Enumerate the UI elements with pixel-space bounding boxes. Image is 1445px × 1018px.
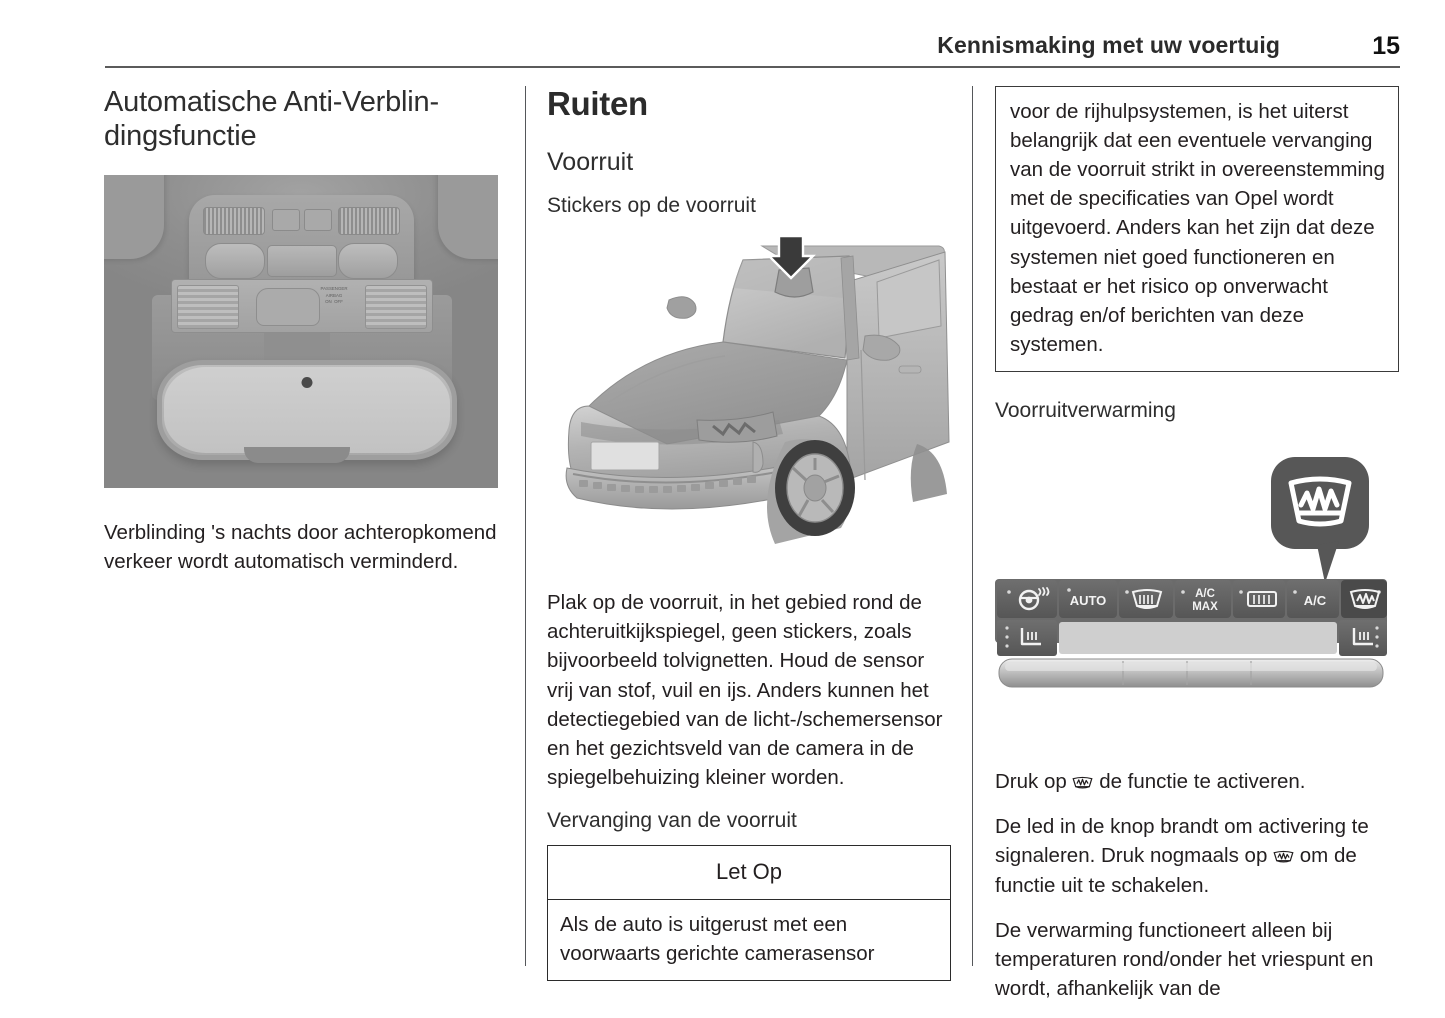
middle-paragraph: Plak op de voorruit, in het gebied rond de achteruitkijkspiegel, geen stickers, zoals bijvoorbeeld tolvignetten. Houd de sensor vrij van stof, vuil en ijs. Anders kunnen het detectiegebied van de licht-/schemersensor en het gezichtsveld van de camera in de spiegelbehuizing kleiner worden. bbox=[547, 591, 943, 789]
right-column bbox=[995, 86, 1399, 1003]
right-paragraph-1-after: de functie te activeren. bbox=[1099, 770, 1306, 794]
mirror-base bbox=[244, 447, 350, 463]
ac-max-label-2: MAX bbox=[1192, 601, 1218, 614]
console-small-button-2 bbox=[304, 209, 332, 231]
column-divider-1 bbox=[525, 86, 526, 966]
overhead-console-figure bbox=[104, 175, 498, 488]
left-column bbox=[104, 86, 504, 576]
airbag-warning-text: PASSENGER AIRBAG ON OFF bbox=[320, 286, 348, 305]
subsection-heading-vervanging: Vervanging van de voorruit bbox=[547, 809, 797, 832]
sun-visor-airbag-panel bbox=[171, 279, 433, 333]
right-paragraph-3: De verwarming functioneert alleen bij temperaturen rond/onder het vriespunt en wordt, afhankelijk van de bbox=[995, 918, 1374, 1000]
sun-visor-left bbox=[177, 285, 239, 329]
vehicle-figure bbox=[547, 230, 951, 560]
chapter-heading-ruiten: Ruiten bbox=[547, 85, 648, 122]
reading-lamp-right bbox=[338, 243, 398, 279]
subsection-heading-voorruitverwarming: Voorruitverwarming bbox=[995, 398, 1176, 422]
running-header bbox=[105, 34, 1400, 68]
subsection-heading-stickers: Stickers op de voorruit bbox=[547, 194, 756, 218]
speaker-grille-left bbox=[203, 207, 265, 235]
left-paragraph: Verblinding 's nachts door achteropkomend verkeer wordt automatisch verminderd. bbox=[104, 521, 497, 574]
callout-bubble bbox=[1271, 457, 1369, 583]
a-pillar-right bbox=[438, 175, 498, 259]
ac-max-label-1: A/C bbox=[1195, 588, 1215, 601]
climate-row-2 bbox=[997, 620, 1387, 656]
right-paragraph-1 bbox=[995, 767, 1399, 796]
reading-lamp-left bbox=[205, 243, 265, 279]
notice-body: Als de auto is uitgerust met een voorwaarts gerichte camerasensor bbox=[560, 913, 875, 966]
rearview-mirror bbox=[157, 360, 457, 460]
section-heading-voorruit: Voorruit bbox=[547, 148, 634, 177]
a-pillar-left bbox=[104, 175, 164, 259]
column-divider-2 bbox=[972, 86, 973, 966]
right-paragraph-2-before: De led in de knop brandt om activering te signaleren. Druk nogmaals op bbox=[995, 815, 1369, 868]
left-heading: Automatische Anti-Verblin-dingsfunctie bbox=[104, 86, 439, 152]
notice-continuation-box: voor de rijhulpsystemen, is het uiterst belangrijk dat een eventuele vervanging van de voorruit strikt in overeenstemming met de specificaties van Opel wordt uitgevoerd. Anders kan het zijn dat deze systemen niet goed functioneren en bestaat er het risico op onverwacht gedrag en/of berichten van deze systemen. bbox=[995, 86, 1399, 372]
right-paragraph-2 bbox=[995, 812, 1399, 899]
auto-label: AUTO bbox=[1069, 593, 1107, 609]
mirror-sensor-dot bbox=[302, 377, 313, 388]
interior-lamp-center bbox=[267, 245, 337, 277]
windshield-heating-inline-icon-1 bbox=[1072, 775, 1093, 791]
middle-column bbox=[547, 86, 951, 981]
climate-control-figure bbox=[995, 449, 1399, 739]
notice-title: Let Op bbox=[548, 846, 950, 900]
header-rule bbox=[105, 66, 1400, 68]
notice-box bbox=[547, 845, 951, 981]
sun-visor-right bbox=[365, 285, 427, 329]
header-chapter-title: Kennismaking met uw voertuig bbox=[937, 32, 1280, 58]
ac-label: A/C bbox=[1303, 593, 1327, 609]
speaker-grille-right bbox=[338, 207, 400, 235]
console-small-button-1 bbox=[272, 209, 300, 231]
windshield-heating-inline-icon-2 bbox=[1273, 849, 1294, 865]
right-paragraph-2-after: om de functie uit te schakelen. bbox=[995, 844, 1357, 897]
page-number: 15 bbox=[1372, 32, 1400, 60]
right-paragraph-1-before: Druk op bbox=[995, 770, 1067, 794]
